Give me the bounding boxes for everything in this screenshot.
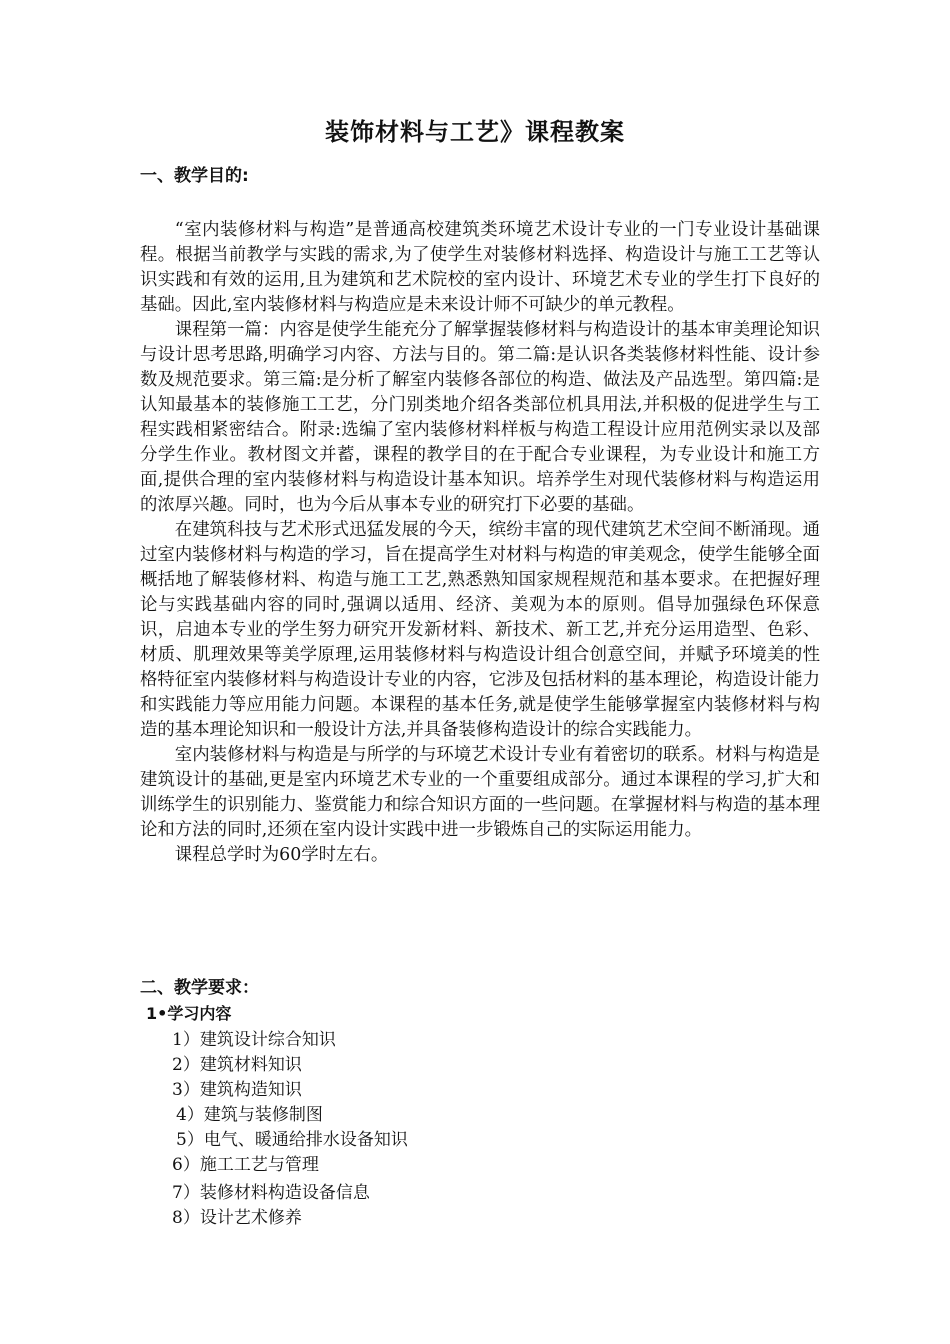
section-body-teaching-purpose bbox=[140, 218, 820, 868]
list-item: 4）建筑与装修制图 bbox=[176, 1105, 323, 1125]
paragraph: “室内装修材料与构造”是普通高校建筑类环境艺术设计专业的一门专业设计基础课程。根据当前教学与实践的需求,为了使学生对装修材料选择、构造设计与施工工艺等认识实践和有效的运用,且为建筑和艺术院校的室内设计、环境艺术专业的学生打下良好的基础。因此,室内装修材料与构造应是未来设计师不可缺少的单元教程。 bbox=[140, 220, 820, 315]
list-item: 1）建筑设计综合知识 bbox=[172, 1030, 336, 1050]
list-item: 5）电气、暖通给排水设备知识 bbox=[176, 1130, 408, 1150]
paragraph: 室内装修材料与构造是与所学的与环境艺术设计专业有着密切的联系。材料与构造是建筑设计的基础,更是室内环境艺术专业的一个重要组成部分。通过本课程的学习,扩大和训练学生的识别能力、鉴赏能力和综合知识方面的一些问题。在掌握材料与构造的基本理论和方法的同时,还须在室内设计实践中进一步锻炼自己的实际运用能力。 bbox=[140, 745, 820, 840]
list-item: 7）装修材料构造设备信息 bbox=[172, 1183, 370, 1203]
paragraph: 课程第一篇：内容是使学生能充分了解掌握装修材料与构造设计的基本审美理论知识与设计思考思路,明确学习内容、方法与目的。第二篇:是认识各类装修材料性能、设计参数及规范要求。第三篇:是分析了解室内装修各部位的构造、做法及产品选型。第四篇:是认知最基本的装修施工工艺，分门别类地介绍各类部位机具用法,并积极的促进学生与工程实践相紧密结合。附录:选编了室内装修材料样板与构造工程设计应用范例实录以及部分学生作业。教材图文并蓄，课程的教学目的在于配合专业课程，为专业设计和施工方面,提供合理的室内装修材料与构造设计基本知识。培养学生对现代装修材料与构造运用的浓厚兴趣。同时，也为今后从事本专业的研究打下必要的基础。 bbox=[140, 320, 820, 515]
section-heading-teaching-purpose: 一、教学目的: bbox=[140, 166, 249, 186]
list-item: 6）施工工艺与管理 bbox=[172, 1155, 319, 1175]
subheading-learning-content: 1•学习内容 bbox=[146, 1004, 232, 1023]
paragraph: 课程总学时为60学时左右。 bbox=[174, 845, 389, 865]
document-title: 装饰材料与工艺》课程教案 bbox=[325, 118, 625, 146]
section-heading-teaching-requirements: 二、教学要求： bbox=[140, 978, 259, 998]
list-item: 3）建筑构造知识 bbox=[172, 1080, 302, 1100]
paragraph: 在建筑科技与艺术形式迅猛发展的今天，缤纷丰富的现代建筑艺术空间不断涌现。通过室内装修材料与构造的学习，旨在提高学生对材料与构造的审美观念，使学生能够全面概括地了解装修材料、构造与施工工艺,熟悉熟知国家规程规范和基本要求。在把握好理论与实践基础内容的同时,强调以适用、经济、美观为本的原则。倡导加强绿色环保意识，启迪本专业的学生努力研究开发新材料、新技术、新工艺,并充分运用造型、色彩、材质、肌理效果等美学原理,运用装修材料与构造设计组合创意空间，并赋予环境美的性格特征室内装修材料与构造设计专业的内容，它涉及包括材料的基本理论，构造设计能力和实践能力等应用能力问题。本课程的基本任务,就是使学生能够掌握室内装修材料与构造的基本理论知识和一般设计方法,并具备装修构造设计的综合实践能力。 bbox=[140, 520, 820, 740]
list-item: 8）设计艺术修养 bbox=[172, 1208, 302, 1228]
list-item: 2）建筑材料知识 bbox=[172, 1055, 302, 1075]
